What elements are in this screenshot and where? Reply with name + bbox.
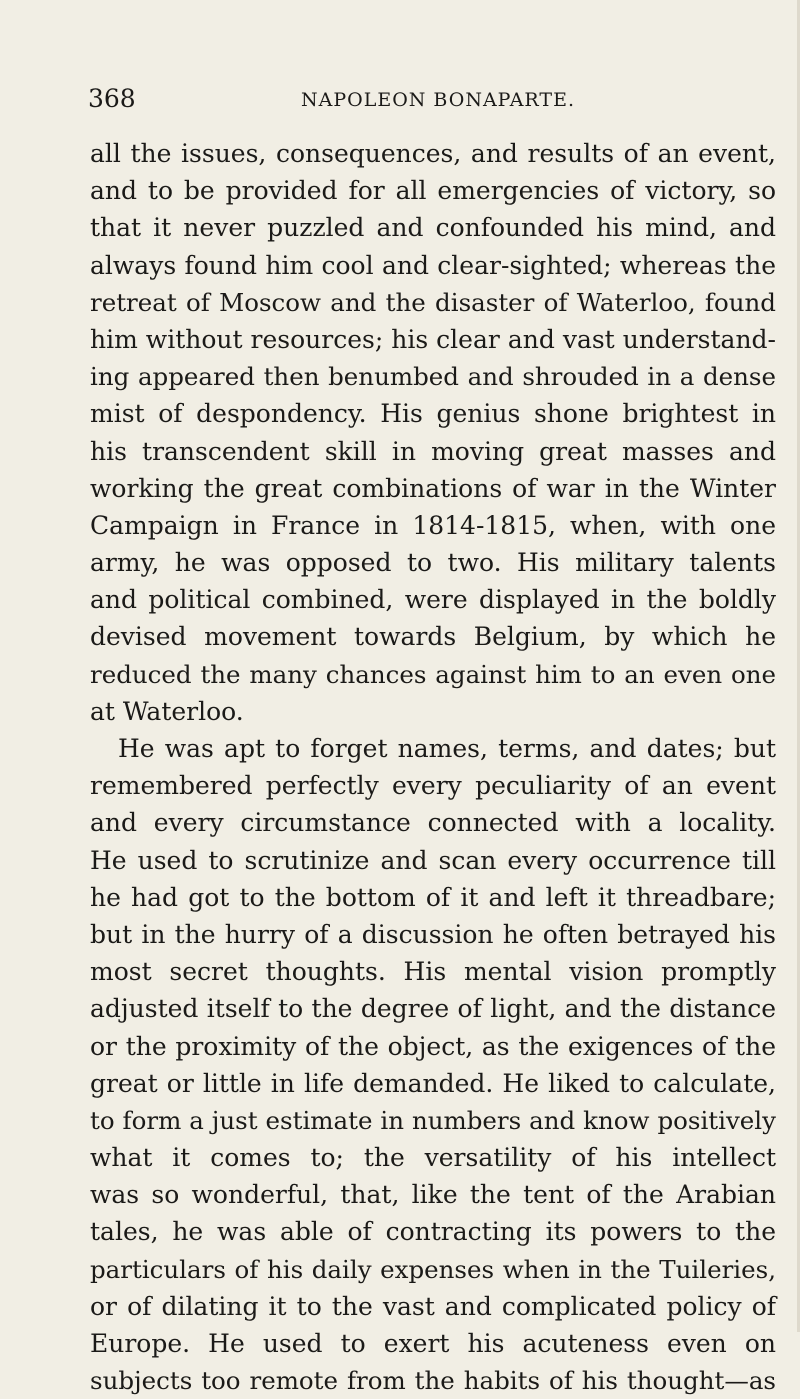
text-line: most secret thoughts. His mental vision promptly: [90, 957, 776, 987]
text-line: always found him cool and clear-sighted; whereas the: [90, 250, 776, 280]
text-line: Campaign in France in 1814-1815, when, with one: [90, 510, 776, 540]
text-line: adjusted itself to the degree of light, and the distance: [90, 994, 776, 1024]
text-line: working the great combinations of war in the Winter: [90, 473, 776, 503]
text-line: his transcendent skill in moving great masses and: [90, 436, 776, 466]
page-number: 368: [88, 84, 136, 113]
text-line: subjects too remote from the habits of his thought—as: [90, 1366, 776, 1396]
text-line: remembered perfectly every peculiarity of an event: [90, 771, 776, 801]
text-line: ing appeared then benumbed and shrouded in a dense: [90, 362, 776, 392]
text-line: him without resources; his clear and vast understand-: [90, 324, 776, 354]
text-line-paragraph-start: He was apt to forget names, terms, and dates; but: [118, 734, 776, 763]
text-line: particulars of his daily expenses when in the Tuileries,: [90, 1254, 776, 1284]
text-line: he had got to the bottom of it and left it threadbare;: [90, 882, 776, 912]
text-line: and to be provided for all emergencies of victory, so: [90, 176, 776, 206]
text-line: and every circumstance connected with a locality.: [90, 808, 776, 838]
text-line: army, he was opposed to two. His military talents: [90, 548, 776, 578]
text-line: mist of despondency. His genius shone brightest in: [90, 399, 776, 429]
text-line: reduced the many chances against him to an even one: [90, 659, 776, 689]
text-line: what it comes to; the versatility of his intellect: [90, 1143, 776, 1173]
text-line-paragraph-end: at Waterloo.: [90, 696, 244, 726]
text-line: retreat of Moscow and the disaster of Waterloo, found: [90, 287, 776, 317]
text-line: He used to scrutinize and scan every occurrence till: [90, 845, 776, 875]
text-line: Europe. He used to exert his acuteness even on: [90, 1329, 776, 1358]
text-line: but in the hurry of a discussion he often betrayed his: [90, 919, 776, 949]
text-line: or of dilating it to the vast and complicated policy of: [90, 1291, 776, 1321]
text-line: was so wonderful, that, like the tent of the Arabian: [90, 1180, 776, 1210]
text-line: to form a just estimate in numbers and know positively: [90, 1105, 776, 1135]
running-title: NAPOLEON BONAPARTE.: [301, 89, 575, 111]
text-line: all the issues, consequences, and results of an event,: [90, 139, 776, 168]
text-line: great or little in life demanded. He liked to calculate,: [90, 1068, 776, 1098]
text-line: or the proximity of the object, as the exigences of the: [90, 1031, 776, 1061]
text-line: devised movement towards Belgium, by which he: [90, 622, 776, 652]
text-line: that it never puzzled and confounded his mind, and: [90, 213, 776, 243]
text-line: tales, he was able of contracting its powers to the: [90, 1217, 776, 1247]
body-text: [90, 135, 776, 1399]
text-line: and political combined, were displayed in the boldly: [90, 585, 776, 615]
